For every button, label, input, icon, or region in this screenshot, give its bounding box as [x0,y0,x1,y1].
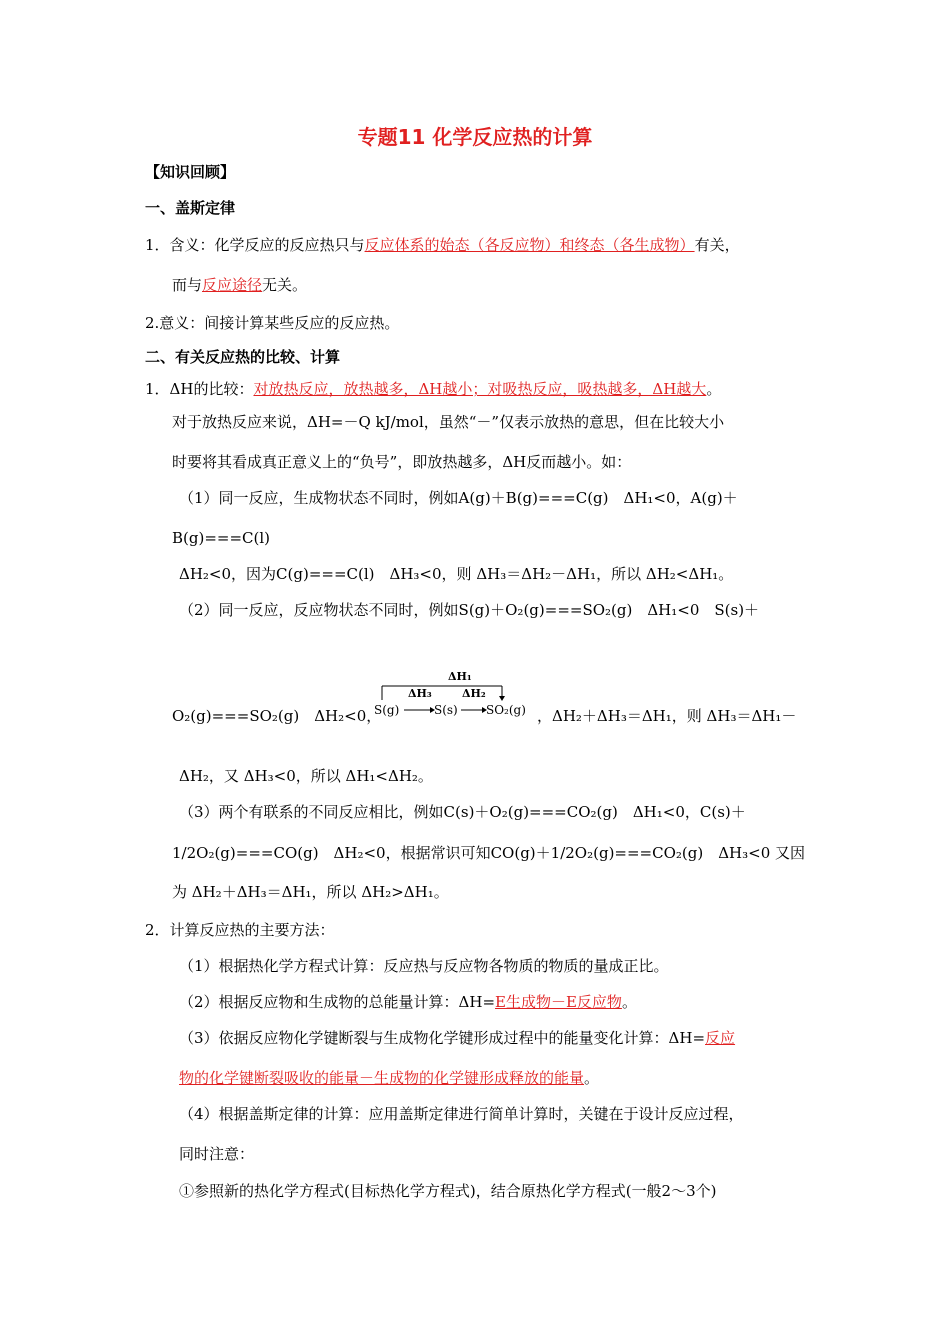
heading-comparison: 二、有关反应热的比较、计算 [145,348,341,366]
section-header: 【知识回顾】 [145,163,236,181]
diagram-label: ΔH₃ [408,687,432,700]
text-line: （4）根据盖斯定律的计算：应用盖斯定律进行简单计算时，关键在于设计反应过程， [179,1105,744,1123]
text-line: （1）根据热化学方程式计算：反应热与反应物各物质的物质的量成正比。 [179,957,669,975]
text-line [179,992,637,1012]
paragraph-dh-compare [145,379,721,399]
text-line: （2）同一反应，反应物状态不同时，例如S(g)＋O₂(g)===SO₂(g) ΔH₁<0 S(s)＋ [179,601,760,619]
text: 1．ΔH的比较： [145,380,254,398]
page-title: 专题11 化学反应热的计算 [357,125,593,149]
diagram-species: SO₂(g) [486,703,526,717]
text: （3）依据反应物化学键断裂与生成物化学键形成过程中的能量变化计算：ΔH= [179,1029,706,1047]
text-line: 1/2O₂(g)===CO(g) ΔH₂<0，根据常识可知CO(g)＋1/2O₂(g)===CO₂(g) ΔH₃<0 又因 [172,844,806,862]
text-line: ，ΔH₂＋ΔH₃＝ΔH₁，则 ΔH₃＝ΔH₁－ [537,707,797,725]
highlight-text: 反应途径 [202,276,263,294]
text-line: ΔH₂，又 ΔH₃<0，所以 ΔH₁<ΔH₂。 [179,767,433,785]
text: 有关， [694,236,740,254]
text: 。 [584,1069,600,1087]
text-line: B(g)===C(l) [172,529,271,547]
diagram-label: ΔH₁ [448,670,472,683]
text-line [179,1068,599,1088]
diagram-label: ΔH₂ [462,687,486,700]
text-line: ΔH₂<0，因为C(g)===C(l) ΔH₃<0，则 ΔH₃＝ΔH₂－ΔH₁，所以 ΔH₂<ΔH₁。 [179,565,734,583]
text: 而与 [172,276,203,294]
highlight-text: 反应体系的始态（各反应物）和终态（各生成物） [364,236,695,254]
text: 无关。 [262,276,308,294]
text-line: 为 ΔH₂＋ΔH₃＝ΔH₁，所以 ΔH₂>ΔH₁。 [172,883,449,901]
text: （2）根据反应物和生成物的总能量计算：ΔH= [179,993,496,1011]
text-line: （3）两个有联系的不同反应相比，例如C(s)＋O₂(g)===CO₂(g) ΔH₁<0，C(s)＋ [179,803,746,821]
heading-gaisi-law: 一、盖斯定律 [145,199,236,217]
highlight-text: 反应 [705,1029,736,1047]
text-line: 同时注意： [179,1145,255,1163]
highlight-text: E生成物－E反应物 [495,993,622,1011]
paragraph-methods: 2．计算反应热的主要方法： [145,921,335,939]
highlight-text: 对放热反应，放热越多，ΔH越小；对吸热反应，吸热越多，ΔH越大 [253,380,707,398]
text-line: 时要将其看成真正意义上的“负号”，即放热越多，ΔH反而越小。如： [172,453,632,471]
text-line [179,1028,735,1048]
text-line: ①参照新的热化学方程式(目标热化学方程式)，结合原热化学方程式(一般2～3个) [179,1182,717,1200]
highlight-text: 物的化学键断裂吸收的能量－生成物的化学键形成释放的能量 [179,1069,585,1087]
text-line: 对于放热反应来说，ΔH=－Q kJ/mol，虽然“－”仅表示放热的意思，但在比较大小 [172,413,725,431]
text-line: O₂(g)===SO₂(g) ΔH₂<0， [172,707,382,725]
paragraph-significance: 2.意义：间接计算某些反应的反应热。 [145,314,400,332]
text: 1．含义：化学反应的反应热只与 [145,236,365,254]
paragraph-meaning-2 [172,275,307,295]
text: 。 [706,380,722,398]
text: 。 [621,993,637,1011]
paragraph-meaning-1 [145,235,740,255]
text-line: （1）同一反应，生成物状态不同时，例如A(g)＋B(g)===C(g) ΔH₁<0，A(g)＋ [179,489,738,507]
hess-cycle-diagram [374,666,534,722]
diagram-species: S(s) [434,703,458,717]
diagram-species: S(g) [374,703,400,717]
